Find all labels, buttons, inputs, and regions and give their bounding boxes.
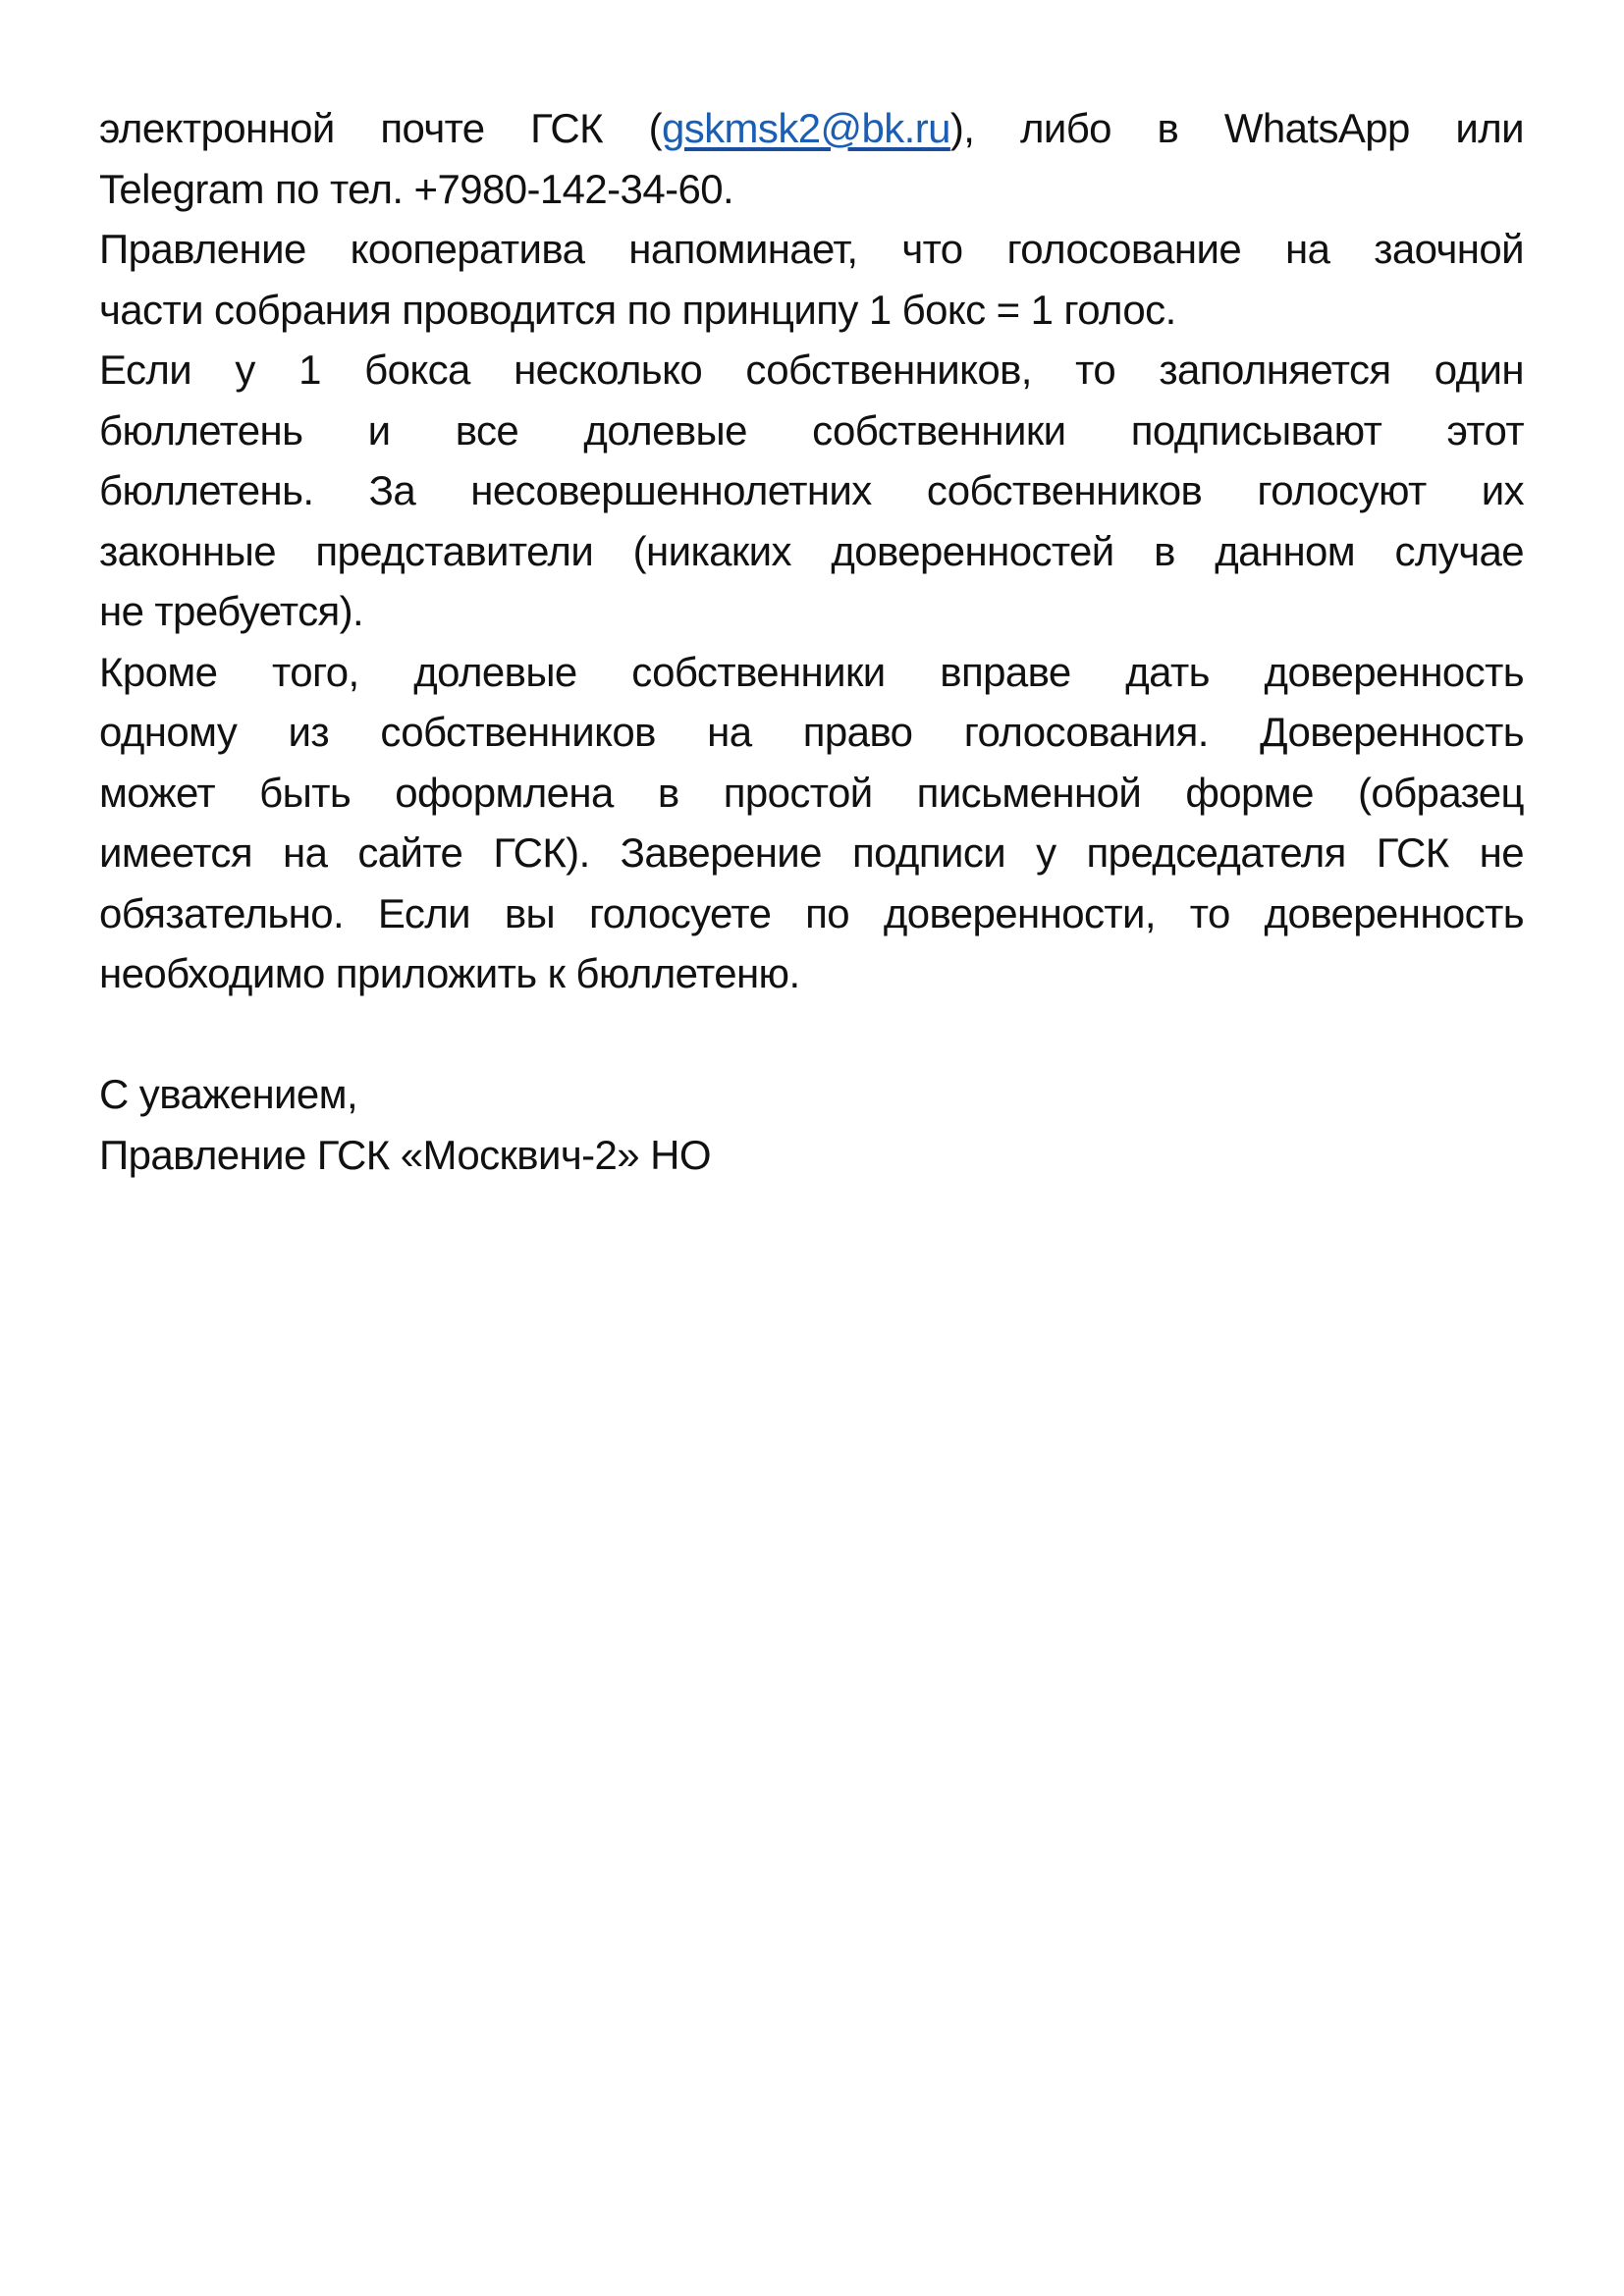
text-segment: ), либо в WhatsApp или [949,105,1524,151]
text-line: бюллетень. За несовершеннолетних собственников голосуют их [99,467,1524,513]
spacer [99,1004,1524,1065]
text-line: бюллетень и все долевые собственники подписывают этот [99,406,1524,454]
text-line: части собрания проводится по принципу 1 бокс = 1 голос. [99,286,1176,333]
paragraph-voting-principle [99,219,1524,340]
text-line: Telegram по тел. +7980-142-34-60. [99,165,734,212]
text-line: Правление кооператива напоминает, что голосование на заочной [99,226,1524,272]
text-line: необходимо приложить к бюллетеню. [99,950,800,996]
text-segment: электронной почте ГСК ( [99,105,662,151]
text-line [99,98,1524,159]
text-line: Если у 1 бокса несколько собственников, то заполняется один [99,347,1524,393]
paragraph-multiple-owners [99,340,1524,642]
paragraph-power-of-attorney [99,642,1524,1004]
text-line: одному из собственников на право голосования. Доверенность [99,709,1524,755]
closing-block [99,1064,1524,1185]
text-line: не требуется). [99,588,364,634]
text-line: обязательно. Если вы голосуете по доверенности, то доверенность [99,889,1524,936]
signature: Правление ГСК «Москвич-2» НО [99,1131,711,1178]
salutation: С уважением, [99,1071,358,1117]
text-line: Кроме того, долевые собственники вправе дать доверенность [99,648,1524,695]
text-line: имеется на сайте ГСК). Заверение подписи у председателя ГСК не [99,829,1524,876]
paragraph-contacts [99,98,1524,219]
text-line: может быть оформлена в простой письменной форме (образец [99,769,1524,816]
letter-body [99,98,1524,1185]
text-line: законные представители (никаких доверенностей в данном случае [99,527,1524,574]
email-link[interactable]: gskmsk2@bk.ru [661,105,950,151]
